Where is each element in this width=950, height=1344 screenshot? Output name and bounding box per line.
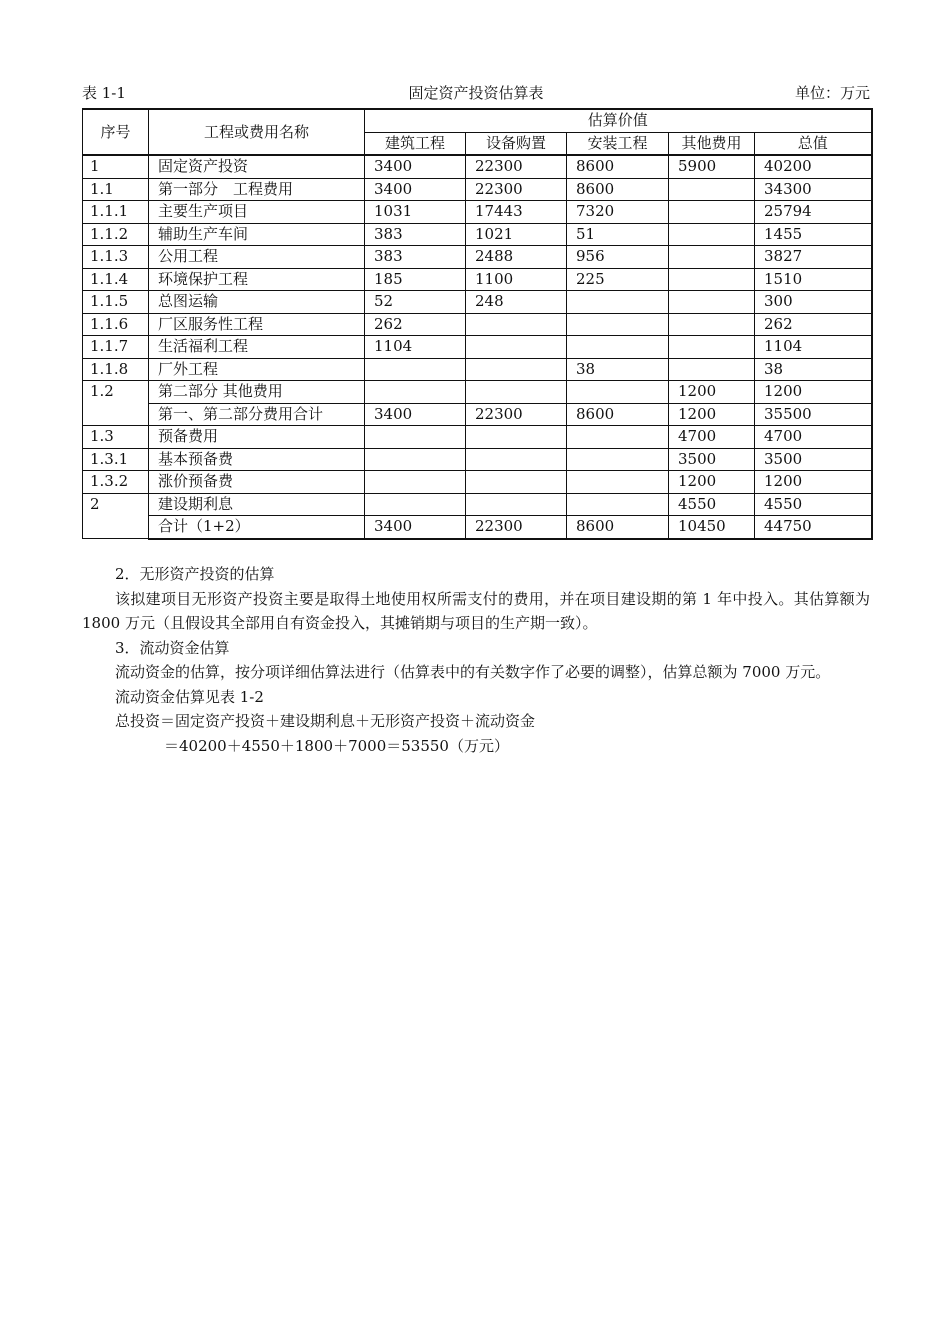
row-name: 厂外工程 xyxy=(149,358,365,381)
row-seq: 1.3.2 xyxy=(83,471,149,494)
header-name: 工程或费用名称 xyxy=(149,109,365,155)
row-value: 35500 xyxy=(755,403,872,426)
table-row xyxy=(83,448,872,471)
row-value xyxy=(669,313,755,336)
row-value: 1104 xyxy=(365,336,466,359)
row-name: 生活福利工程 xyxy=(149,336,365,359)
row-value: 1455 xyxy=(755,223,872,246)
row-value xyxy=(466,336,567,359)
table-row xyxy=(83,178,872,201)
row-value: 2488 xyxy=(466,246,567,269)
row-value: 225 xyxy=(567,268,669,291)
row-value: 956 xyxy=(567,246,669,269)
row-value: 40200 xyxy=(755,155,872,178)
row-value: 300 xyxy=(755,291,872,314)
row-value xyxy=(567,336,669,359)
row-value xyxy=(669,358,755,381)
table-row xyxy=(83,336,872,359)
row-value xyxy=(567,313,669,336)
row-value: 17443 xyxy=(466,201,567,224)
row-value xyxy=(365,381,466,404)
row-value: 1100 xyxy=(466,268,567,291)
row-value: 4700 xyxy=(669,426,755,449)
row-value xyxy=(466,493,567,516)
row-seq: 1.3.1 xyxy=(83,448,149,471)
section-heading: 3．流动资金估算 xyxy=(115,638,230,657)
equation-line: ＝40200＋4550＋1800＋7000＝53550（万元） xyxy=(164,736,509,755)
row-name: 第二部分 其他费用 xyxy=(149,381,365,404)
body-text xyxy=(82,562,870,758)
row-value xyxy=(669,246,755,269)
row-seq: 1.1.3 xyxy=(83,246,149,269)
row-seq: 1.1.7 xyxy=(83,336,149,359)
row-name: 厂区服务性工程 xyxy=(149,313,365,336)
row-value: 3500 xyxy=(755,448,872,471)
table-row xyxy=(83,246,872,269)
row-value xyxy=(669,291,755,314)
row-value xyxy=(567,381,669,404)
table-row xyxy=(83,223,872,246)
row-name: 预备费用 xyxy=(149,426,365,449)
table-row xyxy=(83,426,872,449)
table-caption xyxy=(82,82,870,104)
row-value xyxy=(669,336,755,359)
row-value: 22300 xyxy=(466,178,567,201)
row-name: 基本预备费 xyxy=(149,448,365,471)
row-name: 辅助生产车间 xyxy=(149,223,365,246)
row-value: 52 xyxy=(365,291,466,314)
header-seq: 序号 xyxy=(83,109,149,155)
row-value xyxy=(567,291,669,314)
row-value xyxy=(365,471,466,494)
row-value: 38 xyxy=(567,358,669,381)
row-value: 185 xyxy=(365,268,466,291)
row-value: 1021 xyxy=(466,223,567,246)
row-value: 262 xyxy=(755,313,872,336)
row-name: 固定资产投资 xyxy=(149,155,365,178)
row-value xyxy=(466,313,567,336)
row-name: 总图运输 xyxy=(149,291,365,314)
row-name: 环境保护工程 xyxy=(149,268,365,291)
row-value: 38 xyxy=(755,358,872,381)
row-value: 1200 xyxy=(669,471,755,494)
header-col: 总值 xyxy=(755,132,872,155)
header-col: 建筑工程 xyxy=(365,132,466,155)
row-value: 1104 xyxy=(755,336,872,359)
row-name: 合计（1+2） xyxy=(149,516,365,539)
table-title: 固定资产投资估算表 xyxy=(408,84,544,102)
row-seq: 1.1.1 xyxy=(83,201,149,224)
row-value: 22300 xyxy=(466,516,567,539)
row-value xyxy=(669,201,755,224)
table-row xyxy=(83,155,872,178)
row-value xyxy=(466,471,567,494)
row-value xyxy=(567,493,669,516)
row-seq: 1.3 xyxy=(83,426,149,449)
row-value xyxy=(466,358,567,381)
table-number: 表 1-1 xyxy=(82,84,126,102)
row-value: 3400 xyxy=(365,178,466,201)
table-row xyxy=(83,381,872,404)
row-value: 3400 xyxy=(365,403,466,426)
row-value xyxy=(567,426,669,449)
row-value: 8600 xyxy=(567,516,669,539)
row-value xyxy=(466,381,567,404)
row-value: 10450 xyxy=(669,516,755,539)
row-value xyxy=(669,223,755,246)
row-value: 22300 xyxy=(466,155,567,178)
row-value: 4550 xyxy=(755,493,872,516)
row-value xyxy=(365,448,466,471)
row-value xyxy=(567,471,669,494)
row-seq: 1.1.8 xyxy=(83,358,149,381)
header-col: 其他费用 xyxy=(669,132,755,155)
table-row xyxy=(83,403,872,426)
table-row xyxy=(83,493,872,516)
row-value xyxy=(365,426,466,449)
row-value: 3400 xyxy=(365,516,466,539)
row-value: 383 xyxy=(365,246,466,269)
row-name: 建设期利息 xyxy=(149,493,365,516)
row-value: 383 xyxy=(365,223,466,246)
row-name: 主要生产项目 xyxy=(149,201,365,224)
table-row xyxy=(83,516,872,539)
row-seq: 1.2 xyxy=(83,381,149,426)
table-unit: 单位：万元 xyxy=(794,84,870,102)
row-value xyxy=(669,268,755,291)
row-name: 第一部分 工程费用 xyxy=(149,178,365,201)
row-value: 3500 xyxy=(669,448,755,471)
row-value: 4700 xyxy=(755,426,872,449)
equation-line: 总投资＝固定资产投资＋建设期利息＋无形资产投资＋流动资金 xyxy=(115,712,536,730)
row-value: 1200 xyxy=(755,471,872,494)
row-value: 8600 xyxy=(567,178,669,201)
table-row xyxy=(83,358,872,381)
row-seq: 2 xyxy=(83,493,149,539)
row-value xyxy=(669,178,755,201)
header-group: 估算价值 xyxy=(365,109,872,132)
row-value: 25794 xyxy=(755,201,872,224)
row-value xyxy=(365,493,466,516)
row-value xyxy=(365,358,466,381)
row-seq: 1.1.6 xyxy=(83,313,149,336)
row-value: 4550 xyxy=(669,493,755,516)
row-value: 1510 xyxy=(755,268,872,291)
row-value: 34300 xyxy=(755,178,872,201)
row-seq: 1.1.5 xyxy=(83,291,149,314)
paragraph: 流动资金的估算，按分项详细估算法进行（估算表中的有关数字作了必要的调整），估算总额为 7000 万元。 xyxy=(115,663,831,681)
fixed-asset-estimate-table xyxy=(82,108,873,540)
row-value xyxy=(466,448,567,471)
row-seq: 1.1 xyxy=(83,178,149,201)
section-heading: 2．无形资产投资的估算 xyxy=(115,565,275,583)
row-name: 第一、第二部分费用合计 xyxy=(149,403,365,426)
row-value: 1031 xyxy=(365,201,466,224)
table-row xyxy=(83,201,872,224)
row-seq: 1.1.2 xyxy=(83,223,149,246)
row-value: 7320 xyxy=(567,201,669,224)
row-value: 8600 xyxy=(567,403,669,426)
row-value xyxy=(466,426,567,449)
row-name: 涨价预备费 xyxy=(149,471,365,494)
row-name: 公用工程 xyxy=(149,246,365,269)
row-value xyxy=(567,448,669,471)
row-value: 44750 xyxy=(755,516,872,539)
row-seq: 1 xyxy=(83,155,149,178)
table-row xyxy=(83,291,872,314)
row-value: 22300 xyxy=(466,403,567,426)
row-value: 5900 xyxy=(669,155,755,178)
paragraph: 流动资金估算见表 1-2 xyxy=(115,687,264,706)
row-value: 3827 xyxy=(755,246,872,269)
row-value: 51 xyxy=(567,223,669,246)
table-row xyxy=(83,313,872,336)
row-value: 1200 xyxy=(669,403,755,426)
header-col: 安装工程 xyxy=(567,132,669,155)
row-value: 3400 xyxy=(365,155,466,178)
row-value: 8600 xyxy=(567,155,669,178)
row-value: 262 xyxy=(365,313,466,336)
row-value: 248 xyxy=(466,291,567,314)
row-seq: 1.1.4 xyxy=(83,268,149,291)
row-value: 1200 xyxy=(669,381,755,404)
paragraph: 该拟建项目无形资产投资主要是取得土地使用权所需支付的费用，并在项目建设期的第 1 年中投入。其估算额为 1800 万元（且假设其全部用自有资金投入，其摊销期与项目的生产期一致）。 xyxy=(82,589,870,632)
row-value: 1200 xyxy=(755,381,872,404)
table-row xyxy=(83,471,872,494)
header-col: 设备购置 xyxy=(466,132,567,155)
table-row xyxy=(83,268,872,291)
